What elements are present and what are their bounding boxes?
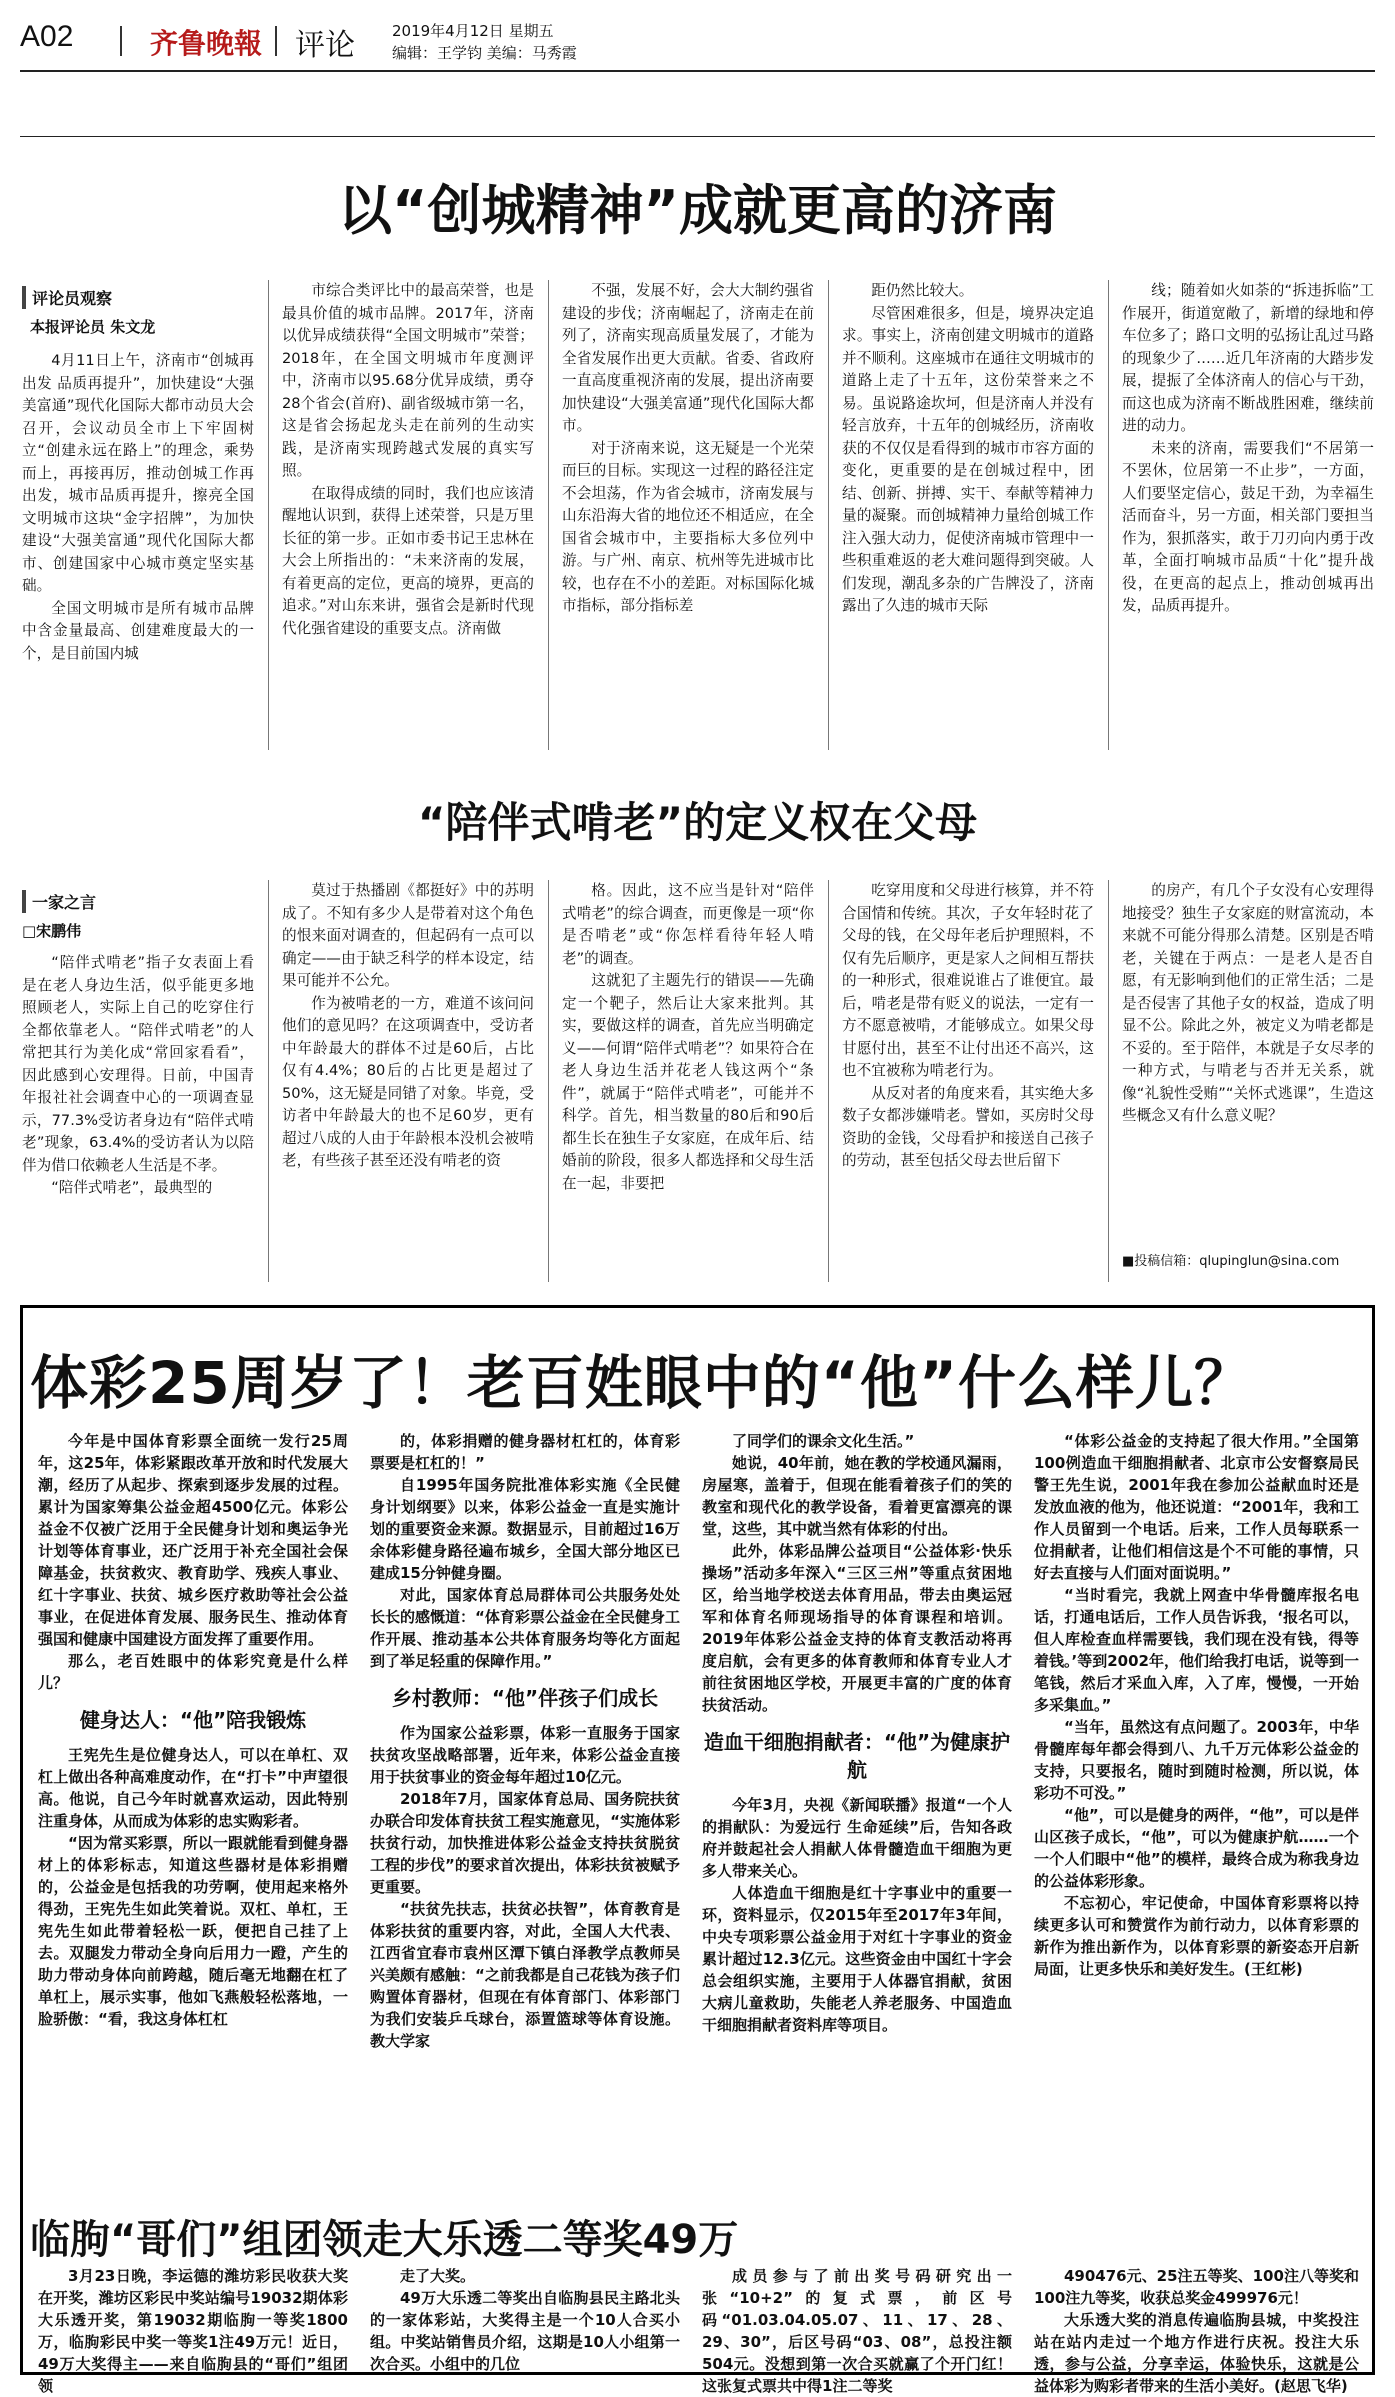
issue-date: 2019年4月12日 星期五 (392, 22, 554, 40)
article1-column-5 (1122, 280, 1374, 750)
column-rule (268, 880, 269, 1282)
newspaper-logo: 齐鲁晚報 (150, 27, 263, 60)
lottery-column-4 (1034, 1430, 1359, 2200)
section-subhead: 健身达人：“他”陪我锻炼 (79, 1708, 307, 1732)
header-rule (20, 70, 1375, 72)
paragraph: 走了大奖。 (400, 2267, 476, 2285)
paragraph: 吃穿用度和父母进行核算，并不符合国情和传统。其次，子女年轻时花了父母的钱，在父母年老后护理照料，不仅有先后顺序，更是家人之间相互帮扶的一种形式，很难说谁占了谁便宜。最后，啃老是带有贬义的说法，一定有一方不愿意被啃，才能够成立。如果父母甘愿付出，甚至不让付出还不高兴，这也不宜被称为啃老行为。 (842, 882, 1094, 1079)
paragraph: 今年是中国体育彩票全面统一发行25周年，这25年，体彩紧跟改革开放和时代发展大潮，经历了从起步、探索到逐步发展的过程。累计为国家筹集公益金超4500亿元。体彩公益金不仅被广泛用于全民健身计划和奥运争光计划等体育事业，还广泛用于补充全国社会保障基金，扶贫救灾、教育助学、残疾人事业、红十字事业、扶贫、城乡医疗救助等社会公益事业，在促进体育发展、服务民生、推动体育强国和健康中国建设方面发挥了重要作用。 (38, 1432, 348, 1648)
paragraph: 4月11日上午，济南市“创城再出发 品质再提升”，加快建设“大强美富通”现代化国际大都市动员大会召开，会议动员全市上下牢固树立“创建永远在路上”的理念，乘势而上，再接再厉，推动创城工作再出发，城市品质再提升，擦亮全国文明城市这块“金字招牌”，为加快建设“大强美富通”现代化国际大都市、创建国家中心城市奠定坚实基础。 (22, 352, 254, 594)
paragraph: 王宪先生是位健身达人，可以在单杠、双杠上做出各种高难度动作，在“打卡”中声望很高。他说，自己今年时就喜欢运动，因此特别注重身体，从而成为体彩的忠实购彩者。 (38, 1746, 348, 1830)
article1-column-tag: 评论员观察 (22, 286, 112, 309)
column-rule (268, 280, 269, 750)
paragraph: 此外，体彩品牌公益项目“公益体彩·快乐操场”活动多年深入“三区三州”等重点贫困地区，给当地学校送去体育用品，带去由奥运冠军和体育名师现场指导的体育课程和培训。2019年体彩公益金支持的体育支教活动将再度启航，会有更多的体育教师和体育专业人才前往贫困地区学校，开展更丰富的广度的体育扶贫活动。 (702, 1542, 1012, 1714)
paragraph: 的，体彩捐赠的健身器材杠杠的，体育彩票要是杠杠的！” (370, 1432, 680, 1472)
paragraph: 线；随着如火如荼的“拆违拆临”工作展开，街道宽敞了，新增的绿地和停车位多了；路口文明的弘扬让乱过马路的现象少了……近几年济南的大踏步发展，提振了全体济南人的信心与干劲，而这也成为济南不断战胜困难，继续前进的动力。 (1122, 282, 1374, 434)
column-rule (828, 880, 829, 1282)
lottery-news-column-1 (38, 2265, 348, 2395)
column-rule (548, 280, 549, 750)
paragraph: “他”，可以是健身的两伴，“他”，可以是伴山区孩子成长，“他”，可以为健康护航……一个一个人们眼中“他”的模样，最终合成为称我身边的公益体彩形象。 (1034, 1806, 1359, 1890)
editors-line: 编辑：王学钧 美编：马秀霞 (392, 44, 577, 62)
article2-column-3 (562, 880, 814, 1282)
paragraph: 成员参与了前出奖号码研究出一张“10+2”的复式票，前区号码“01.03.04.05.07、11、17、28、29、30”，后区号码“03、08”，总投注额504元。没想到第一次合买就赢了个开门红！这张复式票共中得1注二等奖 (702, 2267, 1012, 2395)
paragraph: “体彩公益金的支持起了很大作用。”全国第100例造血干细胞捐献者、北京市公安督察局民警王先生说，2001年我在参加公益献血时还是发放血液的他为，他还说道：“2001年，我和工作人员留到一个电话。后来，工作人员每联系一位捐献者，让他们相信这是个不可能的事情，只好去直接与人们面对面说明。” (1034, 1432, 1359, 1582)
article1-column-3 (562, 280, 814, 750)
paragraph: 对此，国家体育总局群体司公共服务处处长长的感慨道：“体育彩票公益金在全民健身工作开展、推动基本公共体育服务均等化方面起到了举足轻重的保障作用。” (370, 1586, 680, 1670)
paragraph: 2018年7月，国家体育总局、国务院扶贫办联合印发体育扶贫工程实施意见，“实施体彩扶贫行动，加快推进体彩公益金支持扶贫脱贫工程的步伐”的要求首次提出，体彩扶贫被赋予更重要。 (370, 1790, 680, 1896)
paragraph: 市综合类评比中的最高荣誉，也是最具价值的城市品牌。2017年，济南以优异成绩获得“全国文明城市”荣誉；2018年，在全国文明城市年度测评中，济南市以95.68分优异成绩，勇夺28个省会(首府)、副省级城市第一名，这是省会扬起龙头走在前列的生动实践，是济南实现跨越式发展的真实写照。 (282, 282, 534, 479)
paragraph: 在取得成绩的同时，我们也应该清醒地认识到，获得上述荣誉，只是万里长征的第一步。正如市委书记王忠林在大会上所指出的：“未来济南的发展，有着更高的定位，更高的境界，更高的追求。”对山东来讲，强省会是新时代现代化强省建设的重要支点。济南做 (282, 484, 534, 637)
column-rule (548, 880, 549, 1282)
article2-column-1 (22, 952, 254, 1282)
paragraph: 她说，40年前，她在教的学校通风漏雨，房屋寒，盖着于，但现在能看着孩子们的笑的教室和现代化的教学设备，看着更富漂亮的课堂，这些，其中就当然有体彩的付出。 (702, 1454, 1012, 1538)
lottery-news-column-4 (1034, 2265, 1359, 2395)
paragraph: 大乐透大奖的消息传遍临朐县城，中奖投注站在站内走过一个地方作进行庆祝。投注大乐透，参与公益，分享幸运，体验快乐，这就是公益体彩为购彩者带来的生活小美好。(赵思飞华) (1034, 2311, 1359, 2395)
paragraph: 距仍然比较大。 (871, 282, 974, 299)
article2-column-tag: 一家之言 (22, 890, 96, 913)
article2-column-5 (1122, 880, 1374, 1240)
column-rule (828, 280, 829, 750)
paragraph: “扶贫先扶志，扶贫必扶智”，体育教育是体彩扶贫的重要内容，对此，全国人大代表、江西省宜春市袁州区潭下镇白泽教学点教师吴兴美颇有感触：“之前我都是自己花钱为孩子们购置体育器材，但现在有体育部门、体彩部门为我们安装乒乓球台，添置篮球等体育设施。教大学家 (370, 1900, 680, 2050)
submission-email: ■投稿信箱：qlupinglun@sina.com (1122, 1254, 1340, 1269)
section-subhead: 乡村教师：“他”伴孩子们成长 (391, 1686, 659, 1710)
lottery-column-1 (38, 1430, 348, 2200)
paragraph: “陪伴式啃老”指子女表面上看是在老人身边生活，似乎能更多地照顾老人，实际上自己的吃穿住行全都依靠老人。“陪伴式啃老”的人常把其行为美化成“常回家看看”，因此感到心安理得。日前，中国青年报社社会调查中心的一项调查显示，77.3%受访者身边有“陪伴式啃老”现象，63.4%的受访者认为以陪伴为借口依赖老人生活是不孝。 (22, 954, 254, 1174)
article1-title: 以“创城精神”成就更高的济南 (338, 179, 1057, 242)
paragraph: 自1995年国务院批准体彩实施《全民健身计划纲要》以来，体彩公益金一直是实施计划的重要资金来源。数据显示，目前超过16万余体彩健身路径遍布城乡，全国大部分地区已建成15分钟健身圈。 (370, 1476, 680, 1582)
article1-byline: 本报评论员 朱文龙 (30, 318, 156, 336)
paragraph: 全国文明城市是所有城市品牌中含金量最高、创建难度最大的一个，是目前国内城 (22, 599, 254, 662)
paragraph: 从反对者的角度来看，其实绝大多数子女都涉嫌啃老。譬如，买房时父母资助的金钱，父母看护和接送自己孩子的劳动，甚至包括父母去世后留下 (842, 1084, 1094, 1169)
article2-column-2 (282, 880, 534, 1282)
paragraph: 不忘初心，牢记使命，中国体育彩票将以持续更多认可和赞赏作为前行动力，以体育彩票的新作为推出新作为，以体育彩票的新姿态开启新局面，让更多快乐和美好发生。(王红彬) (1034, 1894, 1359, 1978)
paragraph: 这就犯了主题先行的错误——先确定一个靶子，然后让大家来批判。其实，要做这样的调查，首先应当明确定义——何谓“陪伴式啃老”？如果符合在老人身边生活并花老人钱这两个“条件”，就属于“陪伴式啃老”，可能并不科学。首先，相当数量的80后和90后都生长在独生子女家庭，在成年后、结婚前的阶段，很多人都选择和父母生活在一起，非要把 (562, 972, 814, 1192)
paragraph: 49万大乐透二等奖出自临朐县民主路北头的一家体彩站，大奖得主是一个10人合买小组。中奖站销售员介绍，这期是10人小组第一次合买。小组中的几位 (370, 2289, 680, 2373)
paragraph: 尽管困难很多，但是，境界决定追求。事实上，济南创建文明城市的道路并不顺利。这座城市在通往文明城市的道路上走了十五年，这份荣誉来之不易。虽说路途坎坷，但是济南人并没有轻言放弃，十五年的创城经历，济南收获的不仅仅是看得到的城市市容方面的变化，更重要的是在创城过程中，团结、创新、拼搏、实干、奉献等精神力量的凝聚。而创城精神力量给创城工作注入强大动力，促使济南城市管理中一些积重难返的老大难问题得到突破。人们发现，潮乱多杂的广告牌没了，济南露出了久违的城市天际 (842, 304, 1094, 614)
paragraph: 那么，老百姓眼中的体彩究竟是什么样儿？ (38, 1652, 348, 1692)
article1-column-2 (282, 280, 534, 750)
paragraph: 作为被啃老的一方，难道不该问问他们的意见吗？在这项调查中，受访者中年龄最大的群体不过是60后，占比仅有4.4%；80后的占比更是超过了50%，这无疑是同错了对象。毕竟，受访者中年龄最大的也不足60岁，更有超过八成的人由于年龄根本没机会被啃老，有些孩子甚至还没有啃老的资 (282, 994, 534, 1169)
article2-column-4 (842, 880, 1094, 1282)
lottery-column-2 (370, 1430, 680, 2200)
article1-column-1 (22, 350, 254, 750)
lottery-news-title: 临朐“哥们”组团领走大乐透二等奖49万 (30, 2217, 739, 2263)
page-number: A02 (20, 20, 74, 53)
header-divider (275, 26, 277, 56)
paragraph: 未来的济南，需要我们“不居第一不罢休，位居第一不止步”，一方面，人们要坚定信心，鼓足干劲，为幸福生活而奋斗，另一方面，相关部门要担当作为，狠抓落实，敢于刀刃向内勇于改革，全面打响城市品质“十化”提升战役，在更高的起点上，推动创城再出发，品质再提升。 (1122, 439, 1374, 614)
section-subhead: 造血干细胞捐献者：“他”为健康护航 (703, 1730, 1011, 1782)
paragraph: 了同学们的课余文化生活。” (732, 1432, 915, 1450)
article2-title: “陪伴式啃老”的定义权在父母 (417, 798, 978, 847)
lottery-column-3 (702, 1430, 1012, 2200)
article1-column-4 (842, 280, 1094, 750)
paragraph: “陪伴式啃老”，最典型的 (51, 1179, 213, 1196)
article2-byline: □宋鹏伟 (22, 922, 82, 940)
lottery-news-column-2 (370, 2265, 680, 2373)
paragraph: 490476元、25注五等奖、100注八等奖和100注九等奖，收获总奖金499976元！ (1034, 2267, 1359, 2307)
paragraph: “当时看完，我就上网查中华骨髓库报名电话，打通电话后，工作人员告诉我，‘报名可以，但人库检查血样需要钱，我们现在没有钱，得等着钱。’等到2002年，他们给我打电话，说等到一笔钱，然后才采血入库，入了库，慢慢，一开始多采集血。” (1034, 1586, 1359, 1714)
paragraph: 3月23日晚，李运德的潍坊彩民收获大奖在开奖，潍坊区彩民中奖站编号19032期体彩大乐透开奖，第19032期临朐一等奖1800万，临朐彩民中奖一等奖1注49万元！近日，49万大奖得主——来自临朐县的“哥们”组团领 (38, 2267, 348, 2395)
column-rule (1108, 880, 1109, 1282)
header-rule-thin (20, 136, 1375, 137)
paragraph: 人体造血干细胞是红十字事业中的重要一环，资料显示，仅2015年至2017年3年间，中央专项彩票公益金用于对红十字事业的资金累计超过12.3亿元。这些资金由中国红十字会总会组织实施，主要用于人体器官捐献，贫困大病儿童救助，失能老人养老服务、中国造血干细胞捐献者资料库等项目。 (702, 1884, 1012, 2034)
header-divider (120, 26, 122, 56)
lottery-news-column-3 (702, 2265, 1012, 2395)
paragraph: “当年，虽然这有点问题了。2003年，中华骨髓库每年都会得到八、九千万元体彩公益金的支持，只要报名，随时到随时检测，所以说，体彩功不可没。” (1034, 1718, 1359, 1802)
paragraph: 今年3月，央视《新闻联播》报道“一个人的捐献队：为爱远行 生命延续”后，告知各政府并鼓起社会人捐献人体骨髓造血干细胞为更多人带来关心。 (702, 1796, 1012, 1880)
paragraph: 格。因此，这不应当是针对“陪伴式啃老”的综合调查，而更像是一项“你是否啃老”或“你怎样看待年轻人啃老”的调查。 (562, 882, 814, 967)
paragraph: 对于济南来说，这无疑是一个光荣而巨的目标。实现这一过程的路径注定不会坦荡，作为省会城市，济南发展与山东沿海大省的地位还不相适应，在全国省会城市中，主要指标大多位列中游。与广州、南京、杭州等先进城市比较，也存在不小的差距。对标国际化城市指标，部分指标差 (562, 439, 814, 614)
paragraph: 不强，发展不好，会大大制约强省建设的步伐；济南崛起了，济南走在前列了，济南实现高质量发展了，才能为全省发展作出更大贡献。省委、省政府一直高度重视济南的发展，提出济南要加快建设“大强美富通”现代化国际大都市。 (562, 282, 814, 434)
section-name: 评论 (295, 28, 355, 63)
paragraph: 的房产，有几个子女没有心安理得地接受？独生子女家庭的财富流动，本来就不可能分得那么清楚。区别是否啃老，关键在于两点：一是老人是否自愿，有无影响到他们的正常生活；二是是否侵害了其他子女的权益，造成了明显不公。除此之外，被定义为啃老都是不妥的。至于陪伴，本就是子女尽孝的一种方式，与啃老与否并无关系，就像“礼貌性受贿”“关怀式逃课”，生造这些概念又有什么意义呢？ (1122, 882, 1374, 1124)
column-rule (1108, 280, 1109, 750)
paragraph: “因为常买彩票，所以一跟就能看到健身器材上的体彩标志，知道这些器材是体彩捐赠的，公益金是包括我的功劳啊，使用起来格外得劲，王宪先生如此笑着说。双杠、单杠，王宪先生如此带着轻松一跃，便把自己挂了上去。双腿发力带动全身向后用力一蹬，产生的助力带动身体向前跨越，随后毫无地翻在杠了单杠上，展示实事，他如飞燕般轻松落地，一脸骄傲：“看，我这身体杠杠 (38, 1834, 348, 2028)
paragraph: 莫过于热播剧《都挺好》中的苏明成了。不知有多少人是带着对这个角色的恨来面对调查的，但起码有一点可以确定——由于缺乏科学的样本设定，结果可能并不公允。 (282, 882, 534, 989)
lottery-feature-title: 体彩25周岁了！老百姓眼中的“他”什么样儿？ (30, 1349, 1253, 1417)
page-header (20, 18, 1375, 62)
paragraph: 作为国家公益彩票，体彩一直服务于国家扶贫攻坚战略部署，近年来，体彩公益金直接用于扶贫事业的资金每年超过10亿元。 (370, 1724, 680, 1786)
